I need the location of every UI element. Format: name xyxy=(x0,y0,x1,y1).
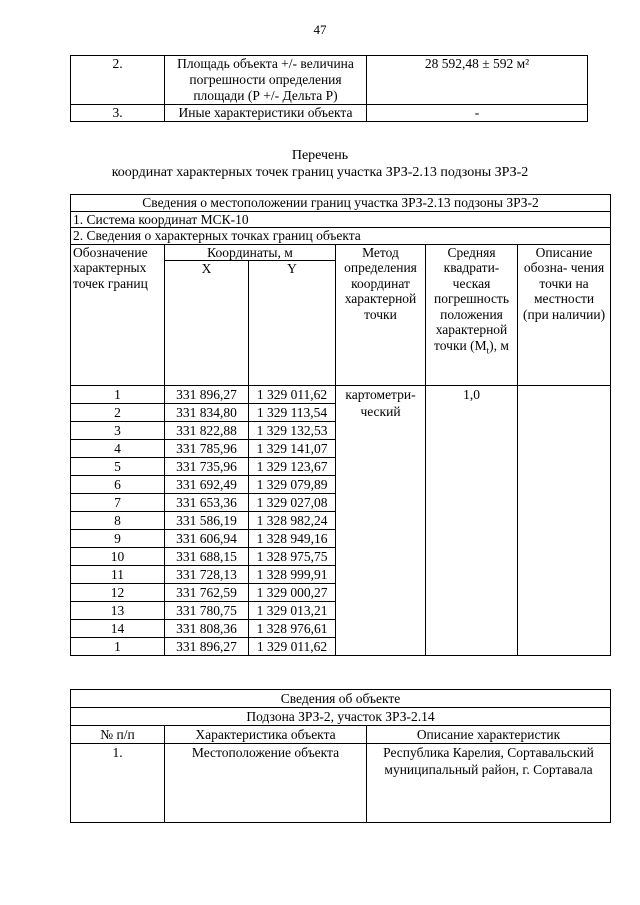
header-description: Описание обозна- чения точки на местности (при наличии) xyxy=(518,244,611,386)
point-number: 8 xyxy=(71,512,165,530)
table-row xyxy=(71,105,588,122)
point-y: 1 328 976,61 xyxy=(249,620,336,638)
point-number: 5 xyxy=(71,458,165,476)
point-x: 331 586,19 xyxy=(165,512,249,530)
point-x: 331 762,59 xyxy=(165,584,249,602)
point-y: 1 329 011,62 xyxy=(249,638,336,656)
point-y: 1 329 011,62 xyxy=(249,386,336,404)
header-coordinates: Координаты, м xyxy=(165,244,336,261)
point-x: 331 735,96 xyxy=(165,458,249,476)
point-number: 3 xyxy=(71,422,165,440)
object-table-title: Сведения об объекте xyxy=(71,690,611,708)
point-row xyxy=(71,386,611,404)
header-point: Обозначение характерных точек границ xyxy=(71,244,165,386)
page-number: 47 xyxy=(313,22,327,37)
point-number: 1 xyxy=(71,638,165,656)
object-characteristics-table xyxy=(70,55,588,122)
row-number: 3. xyxy=(71,105,165,122)
table-row xyxy=(71,744,611,823)
header-characteristic: Характеристика объекта xyxy=(165,726,367,744)
point-number: 9 xyxy=(71,530,165,548)
coords-table-title: Сведения о местоположении границ участка ЗРЗ-2.13 подзоны ЗРЗ-2 xyxy=(71,195,611,212)
point-y: 1 329 132,53 xyxy=(249,422,336,440)
point-number: 10 xyxy=(71,548,165,566)
point-number: 2 xyxy=(71,404,165,422)
point-number: 4 xyxy=(71,440,165,458)
point-y: 1 329 013,21 xyxy=(249,602,336,620)
coordinates-table xyxy=(70,194,611,656)
header-error: Средняя квадрати- ческая погрешность положения характерной точки $(M_t)$, м xyxy=(426,244,518,386)
point-y: 1 328 949,16 xyxy=(249,530,336,548)
point-x: 331 808,36 xyxy=(165,620,249,638)
header-num: № п/п xyxy=(71,726,165,744)
point-number: 12 xyxy=(71,584,165,602)
method-cell: картометри- ческий xyxy=(336,386,426,656)
characteristic-cell: Площадь объекта +/- величина погрешности определения площади (Р +/- Дельта Р) xyxy=(165,56,367,105)
point-y: 1 329 113,54 xyxy=(249,404,336,422)
row-number: 1. xyxy=(71,744,165,823)
header-y: Y xyxy=(249,261,336,386)
point-number: 14 xyxy=(71,620,165,638)
point-number: 13 xyxy=(71,602,165,620)
point-x: 331 785,96 xyxy=(165,440,249,458)
point-x: 331 896,27 xyxy=(165,386,249,404)
description-cell: Республика Карелия, Сортавальский муниципальный район, г. Сортавала xyxy=(367,744,611,823)
point-y: 1 329 079,89 xyxy=(249,476,336,494)
point-x: 331 896,27 xyxy=(165,638,249,656)
point-x: 331 692,49 xyxy=(165,476,249,494)
section-title: 2. Сведения о характерных точках границ объекта xyxy=(71,228,611,245)
point-y: 1 329 123,67 xyxy=(249,458,336,476)
error-cell: 1,0 xyxy=(426,386,518,656)
point-x: 331 822,88 xyxy=(165,422,249,440)
point-x: 331 780,75 xyxy=(165,602,249,620)
description-cell xyxy=(518,386,611,656)
point-number: 7 xyxy=(71,494,165,512)
point-x: 331 834,80 xyxy=(165,404,249,422)
point-x: 331 688,15 xyxy=(165,548,249,566)
header-x: X xyxy=(165,261,249,386)
coordinate-system: 1. Система координат МСК-10 xyxy=(71,211,611,228)
table-row xyxy=(71,56,588,105)
header-method: Метод определения координат характерной точки xyxy=(336,244,426,386)
object-info-table xyxy=(70,689,611,823)
heading-line-1: Перечень xyxy=(291,148,349,163)
characteristic-cell: Иные характеристики объекта xyxy=(165,105,367,122)
point-x: 331 606,94 xyxy=(165,530,249,548)
point-number: 1 xyxy=(71,386,165,404)
point-number: 11 xyxy=(71,566,165,584)
point-y: 1 329 027,08 xyxy=(249,494,336,512)
page-heading xyxy=(0,147,640,181)
header-desc: Описание характеристик xyxy=(367,726,611,744)
point-y: 1 328 982,24 xyxy=(249,512,336,530)
point-x: 331 728,13 xyxy=(165,566,249,584)
object-table-subtitle: Подзона ЗРЗ-2, участок ЗРЗ-2.14 xyxy=(71,708,611,726)
value-cell: - xyxy=(367,105,588,122)
characteristic-cell: Местоположение объекта xyxy=(165,744,367,823)
points-body xyxy=(71,386,611,656)
point-y: 1 328 999,91 xyxy=(249,566,336,584)
point-y: 1 328 975,75 xyxy=(249,548,336,566)
point-number: 6 xyxy=(71,476,165,494)
point-y: 1 329 141,07 xyxy=(249,440,336,458)
heading-line-2: координат характерных точек границ участка ЗРЗ-2.13 подзоны ЗРЗ-2 xyxy=(111,165,529,180)
row-number: 2. xyxy=(71,56,165,105)
point-x: 331 653,36 xyxy=(165,494,249,512)
point-y: 1 329 000,27 xyxy=(249,584,336,602)
value-cell: 28 592,48 ± 592 м² xyxy=(367,56,588,105)
